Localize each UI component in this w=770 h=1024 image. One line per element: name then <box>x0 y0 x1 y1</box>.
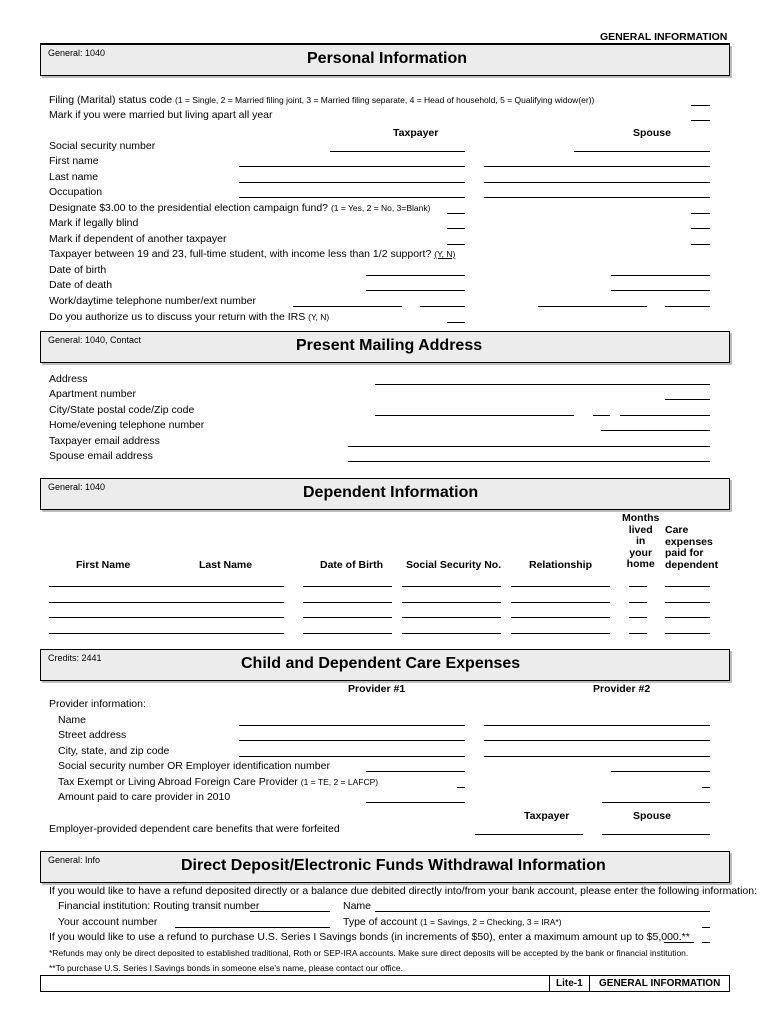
dependent-relationship-field[interactable] <box>511 633 610 634</box>
account-type-label: Type of account <box>343 916 418 928</box>
spouse-ssn-field[interactable] <box>574 151 710 152</box>
spouse-forfeited-field[interactable] <box>602 834 710 835</box>
section-title: Dependent Information <box>303 484 479 501</box>
routing-field[interactable] <box>250 911 330 912</box>
dependent-months-field[interactable] <box>629 617 647 618</box>
deposit-intro: If you would like to have a refund deposited directly or a balance due debited directly into/from your bank account, please enter the following information: <box>49 885 758 897</box>
dependent-care-field[interactable] <box>665 633 710 634</box>
account-type-row <box>343 916 562 928</box>
last-name-label: Last name <box>49 171 99 183</box>
spouse-dod-field[interactable] <box>611 290 710 291</box>
spouse-column-header: Spouse <box>633 127 671 139</box>
provider1-city-field[interactable] <box>239 756 465 757</box>
apartment-field[interactable] <box>665 399 710 400</box>
care-section-header <box>40 649 730 681</box>
first-name-label: First name <box>49 155 99 167</box>
provider1-street-field[interactable] <box>239 740 465 741</box>
provider1-ssn-ein-field[interactable] <box>366 771 465 772</box>
married-apart-label: Mark if you were married but living apart all year <box>49 109 273 121</box>
section-tag: Credits: 2441 <box>48 653 102 663</box>
home-phone-field[interactable] <box>601 430 710 431</box>
dependent-ssn-field[interactable] <box>402 633 501 634</box>
married-apart-field[interactable] <box>691 120 710 121</box>
dob-column-header: Date of Birth <box>320 559 383 571</box>
dependent-ssn-field[interactable] <box>402 617 501 618</box>
taxpayer-forfeited-field[interactable] <box>475 834 583 835</box>
student-row <box>49 248 455 260</box>
spouse-occupation-field[interactable] <box>484 197 710 198</box>
provider2-name-field[interactable] <box>484 725 710 726</box>
provider2-tax-exempt-field[interactable] <box>702 787 710 788</box>
zip-field[interactable] <box>620 415 710 416</box>
institution-name-label: Name <box>343 900 372 912</box>
provider-street-label: Street address <box>58 729 127 741</box>
authorize-codes: (Y, N) <box>308 312 330 322</box>
campaign-fund-row <box>49 202 430 214</box>
spouse-campaign-field[interactable] <box>691 213 710 214</box>
dependent-dob-field[interactable] <box>303 617 392 618</box>
campaign-fund-label: Designate $3.00 to the presidential election campaign fund? <box>49 202 329 214</box>
account-number-label: Your account number <box>58 916 158 928</box>
taxpayer-blind-field[interactable] <box>447 228 465 229</box>
ssn-label: Social security number <box>49 140 156 152</box>
authorize-label: Do you authorize us to discuss your return with the IRS <box>49 311 306 323</box>
months-lived-header <box>622 513 659 571</box>
campaign-fund-codes: (1 = Yes, 2 = No, 3=Blank) <box>330 203 431 213</box>
provider2-city-field[interactable] <box>484 756 710 757</box>
taxpayer-email-label: Taxpayer email address <box>49 435 160 447</box>
dependent-name-field[interactable] <box>49 602 284 603</box>
dependent-ssn-field[interactable] <box>402 602 501 603</box>
tax-exempt-label: Tax Exempt or Living Abroad Foreign Care Provider <box>58 776 298 788</box>
provider2-street-field[interactable] <box>484 740 710 741</box>
taxpayer-occupation-field[interactable] <box>239 197 465 198</box>
dependent-care-field[interactable] <box>665 602 710 603</box>
amount-paid-label: Amount paid to care provider in 2010 <box>58 791 231 803</box>
account-number-field[interactable] <box>175 927 330 928</box>
provider2-amount-field[interactable] <box>602 802 710 803</box>
spouse-dob-field[interactable] <box>611 275 710 276</box>
student-label: Taxpayer between 19 and 23, full-time student, with income less than 1/2 support? <box>49 248 432 260</box>
forfeited-label: Employer-provided dependent care benefits that were forfeited <box>49 823 340 835</box>
taxpayer-campaign-field[interactable] <box>447 213 465 214</box>
dependent-line: dependent <box>665 558 719 571</box>
provider1-column-header: Provider #1 <box>348 683 406 695</box>
provider-name-label: Name <box>58 714 87 726</box>
section-tag: General: 1040 <box>48 48 106 58</box>
provider1-name-field[interactable] <box>239 725 465 726</box>
account-type-field[interactable] <box>702 927 710 928</box>
home-line: home <box>626 558 655 570</box>
months-line: Months <box>622 512 660 524</box>
taxpayer-dob-field[interactable] <box>366 275 465 276</box>
taxpayer-email-field[interactable] <box>348 446 710 447</box>
provider-ssn-ein-label: Social security number OR Employer identification number <box>58 760 330 772</box>
dependent-months-field[interactable] <box>629 633 647 634</box>
routing-label: Financial institution: Routing transit number <box>58 900 260 912</box>
filing-status-field[interactable] <box>691 105 710 106</box>
city-state-zip-label: City/State postal code/Zip code <box>49 404 195 416</box>
dob-label: Date of birth <box>49 264 107 276</box>
paid-for-line: paid for <box>665 547 704 559</box>
taxpayer-dod-field[interactable] <box>366 290 465 291</box>
dependent-relationship-field[interactable] <box>511 586 610 587</box>
bonds-label: If you would like to use a refund to purchase U.S. Series I Savings bonds (in increments of $50), enter a maximum amount up to $5,000.** <box>49 931 690 943</box>
spouse-work-phone-field[interactable] <box>538 306 647 307</box>
provider-info-label: Provider information: <box>49 698 146 710</box>
footer-title: GENERAL INFORMATION <box>599 978 721 989</box>
dependent-name-field[interactable] <box>49 633 284 634</box>
provider-city-label: City, state, and zip code <box>58 745 170 757</box>
spouse-blind-field[interactable] <box>691 228 710 229</box>
spouse-dependent-field[interactable] <box>691 244 710 245</box>
dependent-dob-field[interactable] <box>303 602 392 603</box>
page-footer <box>40 975 730 992</box>
dependent-months-field[interactable] <box>629 602 647 603</box>
lived-line: lived <box>628 523 653 536</box>
in-line: in <box>635 535 646 547</box>
provider1-tax-exempt-field[interactable] <box>457 787 465 788</box>
bonds-extra-field[interactable] <box>702 942 710 943</box>
institution-name-field[interactable] <box>375 911 710 912</box>
footer-divider-2 <box>589 976 590 991</box>
forfeited-spouse-header: Spouse <box>633 810 671 822</box>
taxpayer-last-name-field[interactable] <box>239 182 465 183</box>
section-tag: General: 1040 <box>48 482 106 492</box>
footer-divider-1 <box>549 976 550 991</box>
city-field[interactable] <box>375 415 574 416</box>
footer-page-number: Lite-1 <box>556 978 583 989</box>
page-header-title: GENERAL INFORMATION <box>600 31 728 43</box>
dependent-relationship-field[interactable] <box>511 602 610 603</box>
tax-exempt-row <box>58 776 378 788</box>
care-expenses-header <box>665 525 718 571</box>
legally-blind-label: Mark if legally blind <box>49 217 139 229</box>
section-tag: General: 1040, Contact <box>48 335 142 345</box>
ssn-column-header: Social Security No. <box>406 559 502 571</box>
dependent-months-field[interactable] <box>629 586 647 587</box>
your-line: your <box>629 546 653 559</box>
provider1-amount-field[interactable] <box>366 802 465 803</box>
provider2-ssn-ein-field[interactable] <box>611 771 710 772</box>
first-name-column-header: First Name <box>76 559 131 571</box>
taxpayer-dependent-field[interactable] <box>447 244 465 245</box>
spouse-phone-ext-field[interactable] <box>665 306 710 307</box>
relationship-column-header: Relationship <box>529 559 593 571</box>
work-phone-label: Work/daytime telephone number/ext number <box>49 295 256 307</box>
section-title: Direct Deposit/Electronic Funds Withdrawal Information <box>181 857 606 874</box>
section-tag: General: Info <box>48 855 101 865</box>
taxpayer-phone-ext-field[interactable] <box>420 306 465 307</box>
authorize-row <box>49 311 329 323</box>
forfeited-taxpayer-header: Taxpayer <box>524 810 570 822</box>
section-title: Personal Information <box>307 50 468 67</box>
spouse-email-field[interactable] <box>348 461 710 462</box>
dependent-ssn-field[interactable] <box>402 586 501 587</box>
account-type-codes: (1 = Savings, 2 = Checking, 3 = IRA*) <box>420 917 562 927</box>
dependent-dob-field[interactable] <box>303 633 392 634</box>
spouse-first-name-field[interactable] <box>484 166 710 167</box>
taxpayer-work-phone-field[interactable] <box>293 306 402 307</box>
taxpayer-ssn-field[interactable] <box>330 151 465 152</box>
dependent-care-field[interactable] <box>665 617 710 618</box>
dependent-name-field[interactable] <box>49 586 284 587</box>
dependent-section-header <box>40 478 730 510</box>
student-codes: (Y, N) <box>434 249 456 259</box>
address-field[interactable] <box>375 384 710 385</box>
state-field[interactable] <box>593 415 610 416</box>
authorize-field[interactable] <box>447 322 465 323</box>
bonds-amount-field[interactable] <box>664 942 694 943</box>
dependent-care-field[interactable] <box>665 586 710 587</box>
taxpayer-column-header: Taxpayer <box>393 127 439 139</box>
deposit-note-2: **To purchase U.S. Series I Savings bonds in someone else's name, please contact our office. <box>49 963 403 973</box>
care-line: Care <box>665 524 689 536</box>
filing-status-codes: (1 = Single, 2 = Married filing joint, 3 = Married filing separate, 4 = Head of household, 5 = Qualifying widow(er)) <box>175 95 595 105</box>
spouse-last-name-field[interactable] <box>484 182 710 183</box>
address-label: Address <box>49 373 88 385</box>
provider2-column-header: Provider #2 <box>593 683 651 695</box>
section-title: Child and Dependent Care Expenses <box>241 655 521 672</box>
personal-section-header <box>40 44 730 76</box>
dependent-of-another-label: Mark if dependent of another taxpayer <box>49 233 227 245</box>
last-name-column-header: Last Name <box>199 559 253 571</box>
filing-status-row <box>49 94 594 106</box>
filing-status-label: Filing (Marital) status code <box>49 94 173 106</box>
deposit-note-1: *Refunds may only be direct deposited to established traditional, Roth or SEP-IRA accounts. Make sure direct deposits will be accepted by the bank or financial institution. <box>49 948 689 958</box>
occupation-label: Occupation <box>49 186 103 198</box>
dependent-name-field[interactable] <box>49 617 284 618</box>
dependent-dob-field[interactable] <box>303 586 392 587</box>
section-title: Present Mailing Address <box>296 337 483 354</box>
spouse-email-label: Spouse email address <box>49 450 153 462</box>
apartment-label: Apartment number <box>49 388 136 400</box>
taxpayer-first-name-field[interactable] <box>239 166 465 167</box>
dod-label: Date of death <box>49 279 113 291</box>
mailing-section-header <box>40 331 730 363</box>
expenses-line: expenses <box>665 535 713 548</box>
home-phone-label: Home/evening telephone number <box>49 419 205 431</box>
dependent-relationship-field[interactable] <box>511 617 610 618</box>
deposit-section-header <box>40 851 730 883</box>
tax-exempt-codes: (1 = TE, 2 = LAFCP) <box>300 777 379 787</box>
